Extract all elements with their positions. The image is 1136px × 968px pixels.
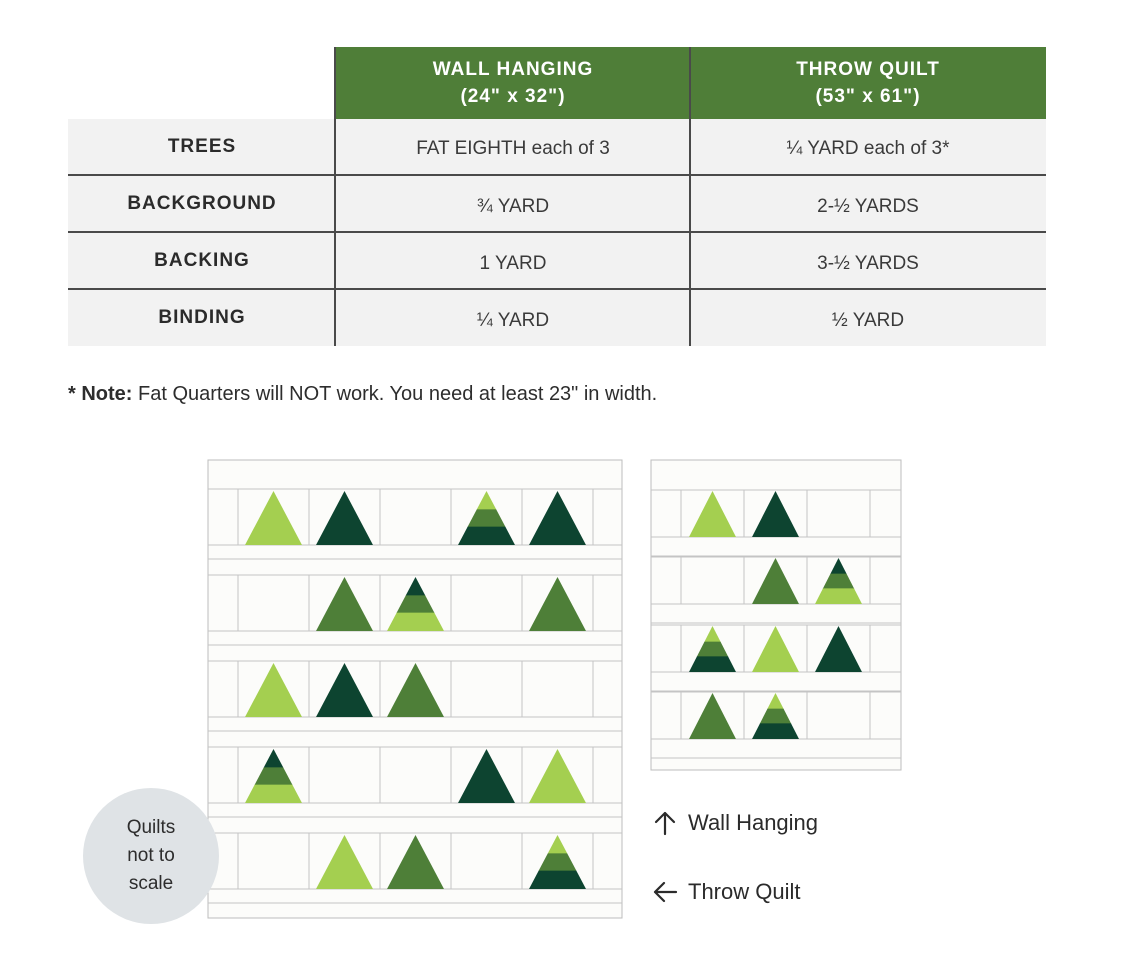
row-label-backing: BACKING (68, 232, 336, 289)
left-arrow-icon (652, 879, 678, 905)
row-label-trees: TREES (68, 119, 336, 175)
legend-throw-quilt (652, 879, 800, 905)
row-label-background: BACKGROUND (68, 175, 336, 232)
tree-stripe-band (689, 656, 736, 672)
tree-stripe-band (529, 871, 586, 890)
cell-trees-wall: FAT EIGHTH each of 3 (336, 119, 690, 175)
note-text: Fat Quarters will NOT work. You need at least 23" in width. (132, 383, 658, 405)
cell-background-throw: 2-½ YARDS (690, 175, 1046, 232)
cell-backing-wall: 1 YARD (336, 232, 690, 289)
note-prefix: * Note: (68, 383, 133, 405)
col-header-wall-size: (24" x 32") (460, 86, 566, 107)
tree-stripe-band (387, 613, 444, 632)
tree-stripe-band (815, 588, 862, 604)
legend-wall-label: Wall Hanging (688, 810, 819, 835)
tree-stripe-band (245, 785, 302, 804)
up-arrow-icon (652, 810, 678, 836)
legend-wall-hanging (652, 810, 818, 836)
cell-trees-throw: ¼ YARD each of 3* (690, 119, 1046, 175)
cell-binding-wall: ¼ YARD (336, 289, 690, 346)
not-to-scale-badge (83, 788, 219, 924)
col-header-throw-size: (53" x 61") (815, 86, 921, 107)
tree-stripe-band (752, 723, 799, 739)
row-label-binding: BINDING (68, 289, 336, 346)
cell-background-wall: ¾ YARD (336, 175, 690, 232)
cell-backing-throw: 3-½ YARDS (690, 232, 1046, 289)
badge-line-2: not to (127, 845, 175, 866)
badge-line-3: scale (128, 873, 174, 894)
cell-binding-throw: ½ YARD (690, 289, 1046, 346)
legend-throw-label: Throw Quilt (688, 879, 801, 904)
col-header-throw-title: THROW QUILT (796, 59, 940, 80)
col-header-wall-title: WALL HANGING (432, 59, 594, 80)
tree-stripe-band (458, 527, 515, 546)
badge-line-1: Quilts (126, 817, 176, 838)
